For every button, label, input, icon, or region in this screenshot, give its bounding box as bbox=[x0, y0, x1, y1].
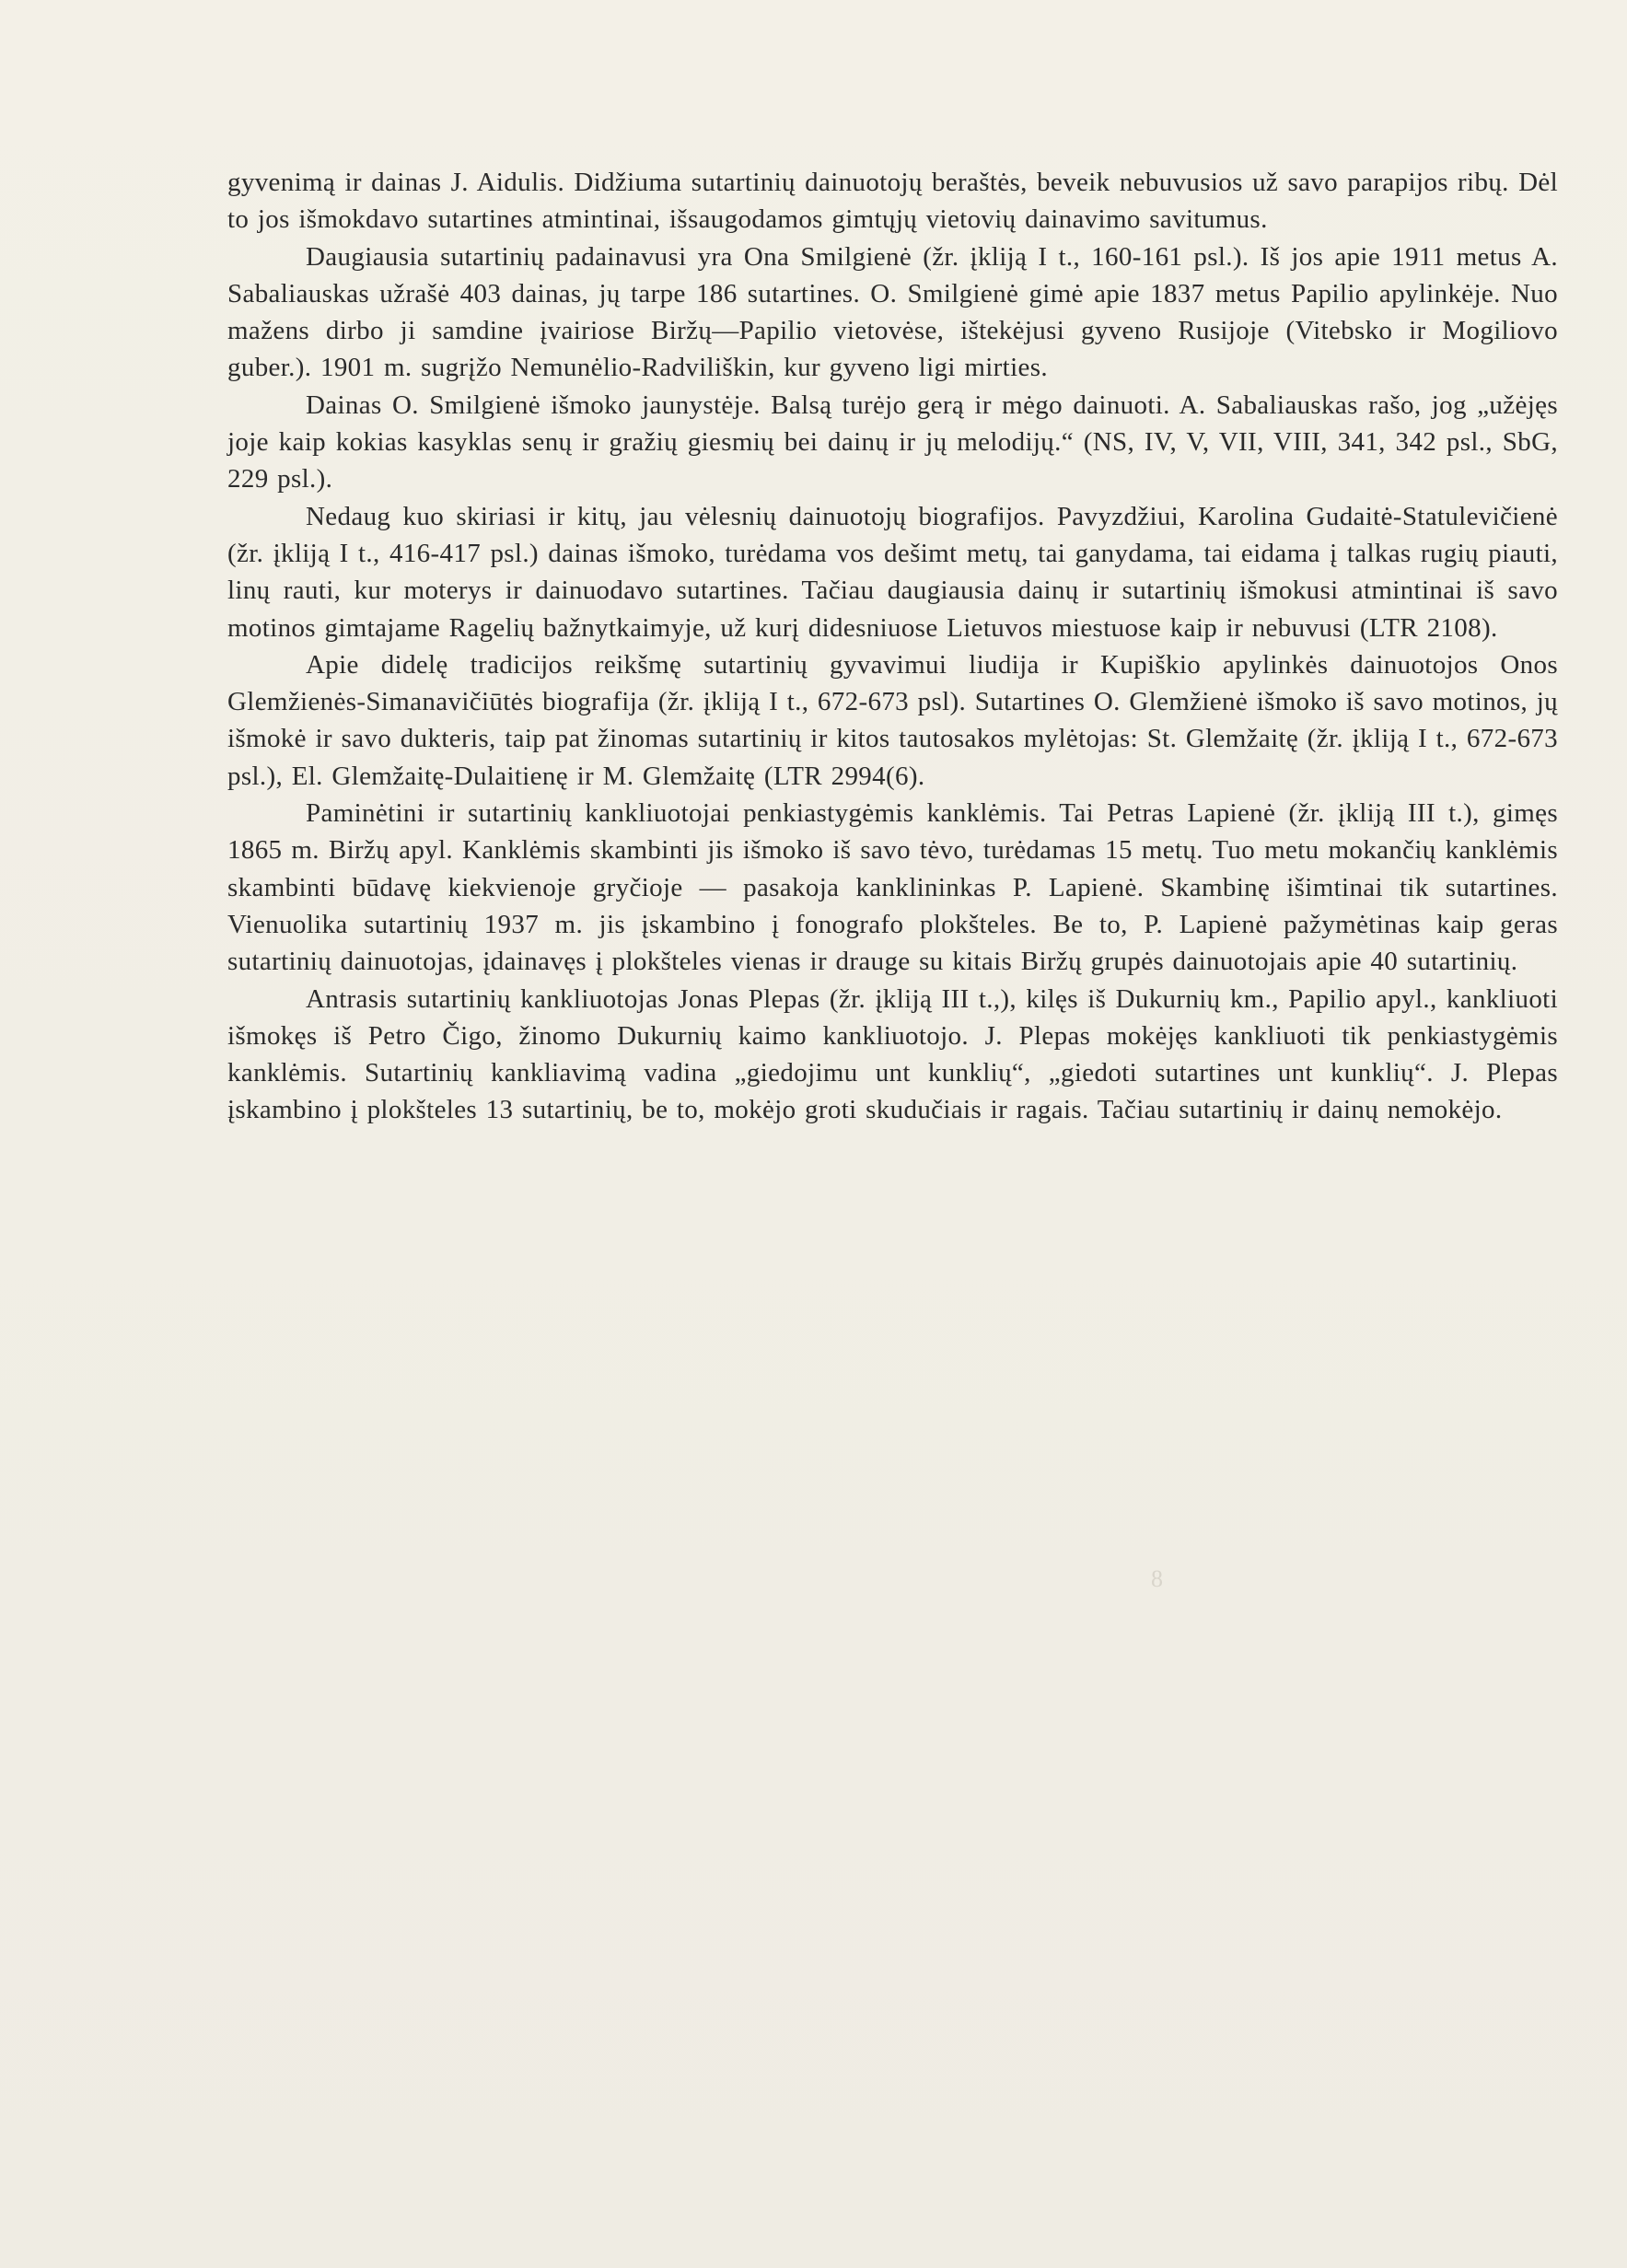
page-number: 8 bbox=[1151, 1565, 1163, 1592]
paragraph-lapiene: Paminėtini ir sutartinių kankliuotojai penkiastygėmis kanklėmis. Tai Petras Lapienė (žr. įkliją III t.), gimęs 1865 m. Biržų apyl. Kanklėmis skambinti jis išmoko iš savo tėvo, turėdamas 15 metų. Tuo metu mokančių kanklėmis skambinti būdavę kiekvienoje gryčioje — pasakoja kanklininkas P. Lapienė. Skambinę išimtinai tik sutartines. Vienuolika sutartinių 1937 m. jis įskambino į fonografo plokšteles. Be to, P. Lapienė pažymėtinas kaip geras sutartinių dainuotojas, įdainavęs į plokšteles vienas ir drauge su kitais Biržų grupės dainuotojais apie 40 sutartinių. bbox=[227, 798, 1558, 977]
paragraph-smilgiene-songs: Dainas O. Smilgienė išmoko jaunystėje. Balsą turėjo gerą ir mėgo dainuoti. A. Sabaliauskas rašo, jog „užėjęs joje kaip kokias kasyklas senų ir gražių giesmių bei dainų ir jų melodijų.“ (NS, IV, V, VII, VIII, 341, 342 psl., SbG, 229 psl.). bbox=[227, 390, 1558, 494]
paragraph-continuation: gyvenimą ir dainas J. Aidulis. Didžiuma sutartinių dainuotojų beraštės, beveik nebuvusios už savo parapijos ribų. Dėl to jos išmokdavo sutartines atmintinai, išsaugodamos gimtųjų vietovių dainavimo savitumus. bbox=[227, 168, 1558, 235]
body-text bbox=[227, 164, 1558, 1129]
paragraph-smilgiene: Daugiausia sutartinių padainavusi yra Ona Smilgienė (žr. įkliją I t., 160-161 psl.). Iš jos apie 1911 metus A. Sabaliauskas užrašė 403 dainas, jų tarpe 186 sutartines. O. Smilgienė gimė apie 1837 metus Papilio apylinkėje. Nuo mažens dirbo ji samdine įvairiose Biržų—Papilio vietovėse, ištekėjusi gyveno Rusijoje (Vitebsko ir Mogiliovo guber.). 1901 m. sugrįžo Nemunėlio-Radviliškin, kur gyveno ligi mirties. bbox=[227, 241, 1558, 383]
paragraph-glemziene: Apie didelę tradicijos reikšmę sutartinių gyvavimui liudija ir Kupiškio apylinkės dainuotojos Onos Glemžienės-Simanavičiūtės biografija (žr. įkliją I t., 672-673 psl). Sutartines O. Glemžienė išmoko iš savo motinos, jų išmokė ir savo dukteris, taip pat žinomas sutartinių ir kitos tautosakos mylėtojas: St. Glemžaitę (žr. įkliją I t., 672-673 psl.), El. Glemžaitę-Dulaitienę ir M. Glemžaitę (LTR 2994(6). bbox=[227, 649, 1558, 791]
paragraph-gudaite: Nedaug kuo skiriasi ir kitų, jau vėlesnių dainuotojų biografijos. Pavyzdžiui, Karolina Gudaitė-Statulevičienė (žr. įkliją I t., 416-417 psl.) dainas išmoko, turėdama vos dešimt metų, tai ganydama, tai eidama į talkas rugių piauti, linų rauti, kur moterys ir dainuodavo sutartines. Tačiau daugiausia dainų ir sutartinių išmokusi atmintinai iš savo motinos gimtajame Ragelių bažnytkaimyje, už kurį didesniuose Lietuvos miestuose kaip ir nebuvusi (LTR 2108). bbox=[227, 501, 1558, 643]
paragraph-plepas: Antrasis sutartinių kankliuotojas Jonas Plepas (žr. įkliją III t.,), kilęs iš Dukurnių km., Papilio apyl., kankliuoti išmokęs iš Petro Čigo, žinomo Dukurnių kaimo kankliuotojo. J. Plepas mokėjęs kankliuoti tik penkiastygėmis kanklėmis. Sutartinių kankliavimą vadina „giedojimu unt kunklių“, „giedoti sutartines unt kunklių“. J. Plepas įskambino į plokšteles 13 sutartinių, be to, mokėjo groti skudučiais ir ragais. Tačiau sutartinių ir dainų nemokėjo. bbox=[227, 983, 1558, 1125]
